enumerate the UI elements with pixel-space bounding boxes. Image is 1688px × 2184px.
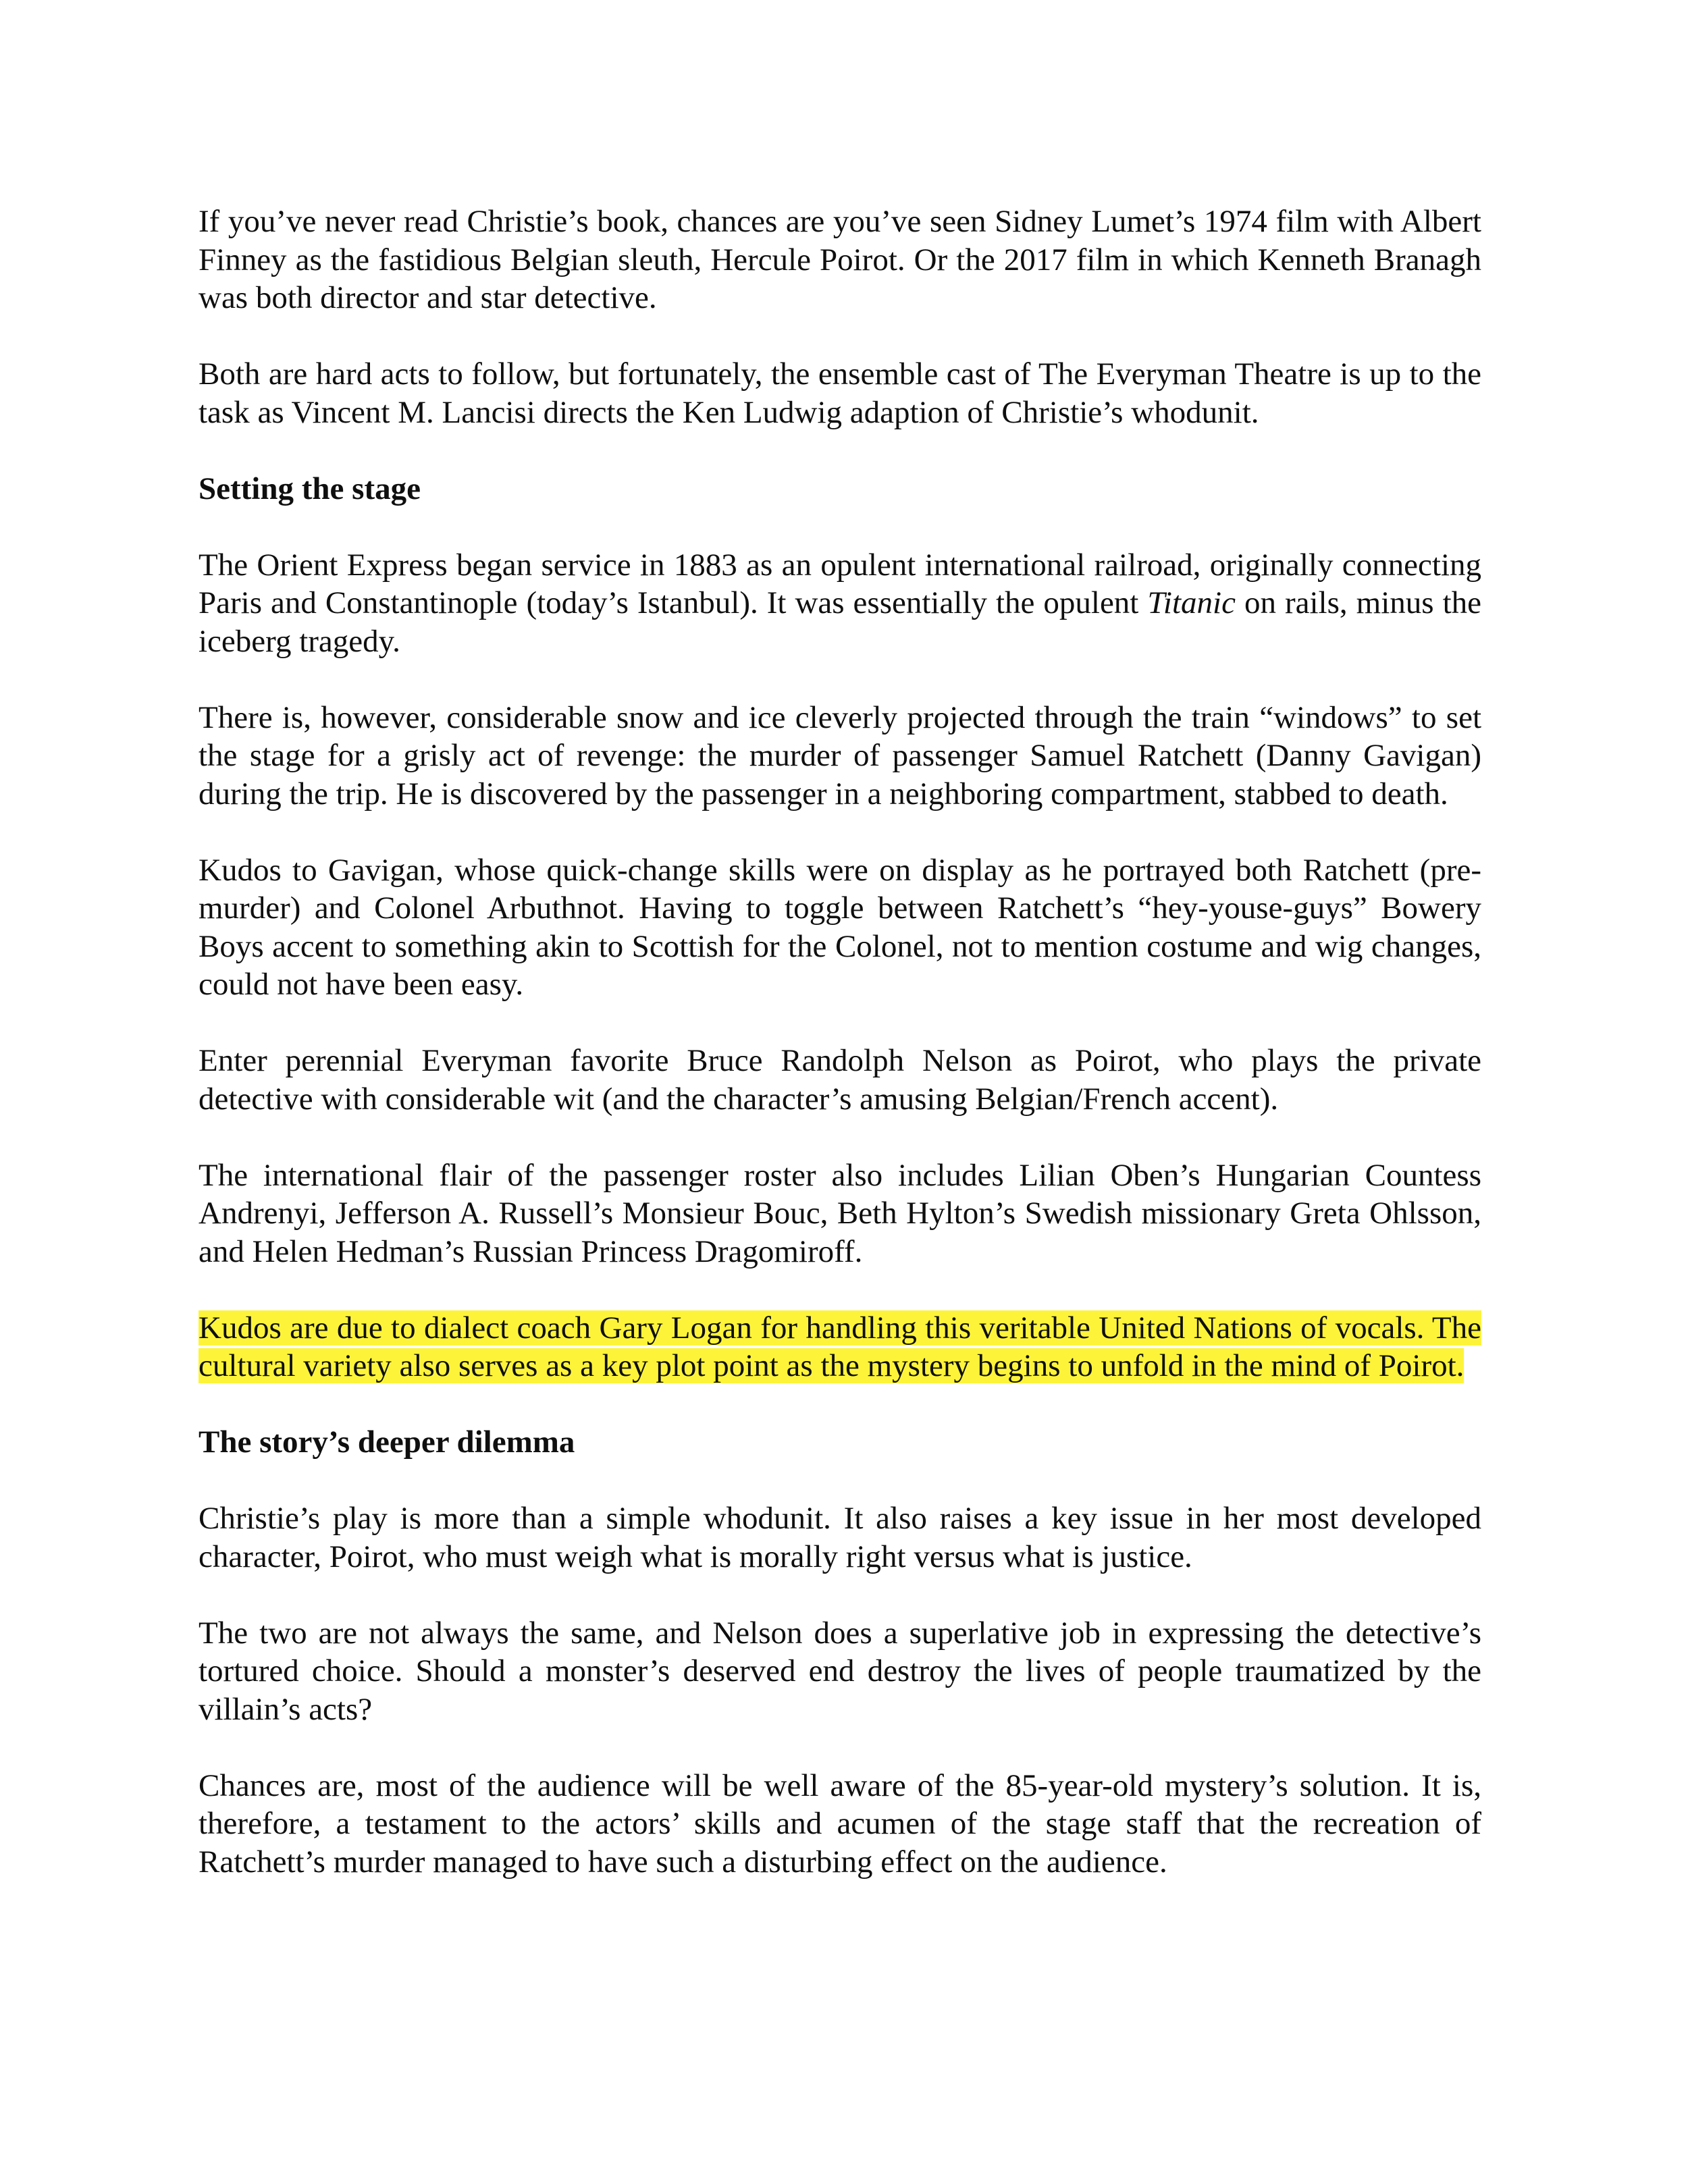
document-body <box>199 203 1481 1919</box>
paragraph-dialect-coach <box>199 1309 1481 1385</box>
orient-express-text-start: The Orient Express began service in 1883 as an opulent international railroad, originally connecting Paris and Constantinople (today’s Istanbul). It was essentially the opulent <box>199 547 1481 620</box>
heading-deeper-dilemma: The story’s deeper dilemma <box>199 1424 575 1460</box>
paragraph-audience-effect: Chances are, most of the audience will be well aware of the 85-year-old mystery’s solution. It is, therefore, a testament to the actors’ skills and acumen of the stage staff that the recreation of Ratchett’s murder managed to have such a disturbing effect on the audience. <box>199 1767 1481 1880</box>
paragraph-orient-express <box>199 546 1481 661</box>
paragraph-snow-and-ice: There is, however, considerable snow and ice cleverly projected through the train “windows” to set the stage for a grisly act of revenge: the murder of passenger Samuel Ratchett (Danny Gavigan) during the trip. He is discovered by the passenger in a neighboring compartment, stabbed to death. <box>199 699 1481 811</box>
orient-express-text-end: on rails, minus the iceberg tragedy. <box>199 585 1481 659</box>
paragraph-tortured-choice: The two are not always the same, and Nelson does a superlative job in expressing the detective’s tortured choice. Should a monster’s deserved end destroy the lives of people traumatized by the villain’s acts? <box>199 1615 1481 1727</box>
heading-setting-the-stage: Setting the stage <box>199 471 421 506</box>
paragraph-gavigan-kudos: Kudos to Gavigan, whose quick-change skills were on display as he portrayed both Ratchett (pre-murder) and Colonel Arbuthnot. Having to toggle between Ratchett’s “hey-youse-guys” Bowery Boys accent to something akin to Scottish for the Colonel, not to mention costume and wig changes, could not have been easy. <box>199 852 1481 1002</box>
paragraph-everyman-cast: Both are hard acts to follow, but fortunately, the ensemble cast of The Everyman Theatre is up to the task as Vincent M. Lancisi directs the Ken Ludwig adaption of Christie’s whodunit. <box>199 356 1481 430</box>
paragraph-more-than-whodunit: Christie’s play is more than a simple whodunit. It also raises a key issue in her most developed character, Poirot, who must weigh what is morally right versus what is justice. <box>199 1501 1481 1574</box>
paragraph-poirot-nelson: Enter perennial Everyman favorite Bruce Randolph Nelson as Poirot, who plays the private detective with considerable wit (and the character’s amusing Belgian/French accent). <box>199 1043 1481 1117</box>
paragraph-film-adaptations: If you’ve never read Christie’s book, chances are you’ve seen Sidney Lumet’s 1974 film with Albert Finney as the fastidious Belgian sleuth, Hercule Poirot. Or the 2017 film in which Kenneth Branagh was both director and star detective. <box>199 204 1481 315</box>
paragraph-passenger-roster: The international flair of the passenger roster also includes Lilian Oben’s Hungarian Countess Andrenyi, Jefferson A. Russell’s Monsieur Bouc, Beth Hylton’s Swedish missionary Greta Ohlsson, and Helen Hedman’s Russian Princess Dragomiroff. <box>199 1157 1481 1269</box>
highlighted-text: Kudos are due to dialect coach Gary Logan for handling this veritable United Nations of vocals. The cultural variety also serves as a key plot point as the mystery begins to unfold in the mind of Poirot. <box>199 1310 1481 1383</box>
titanic-italic: Titanic <box>1147 585 1236 620</box>
